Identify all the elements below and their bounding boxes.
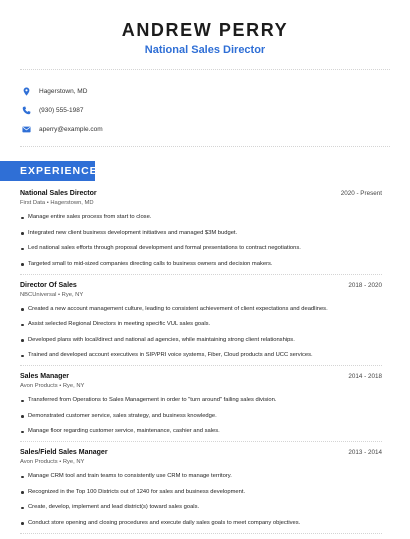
job-position: Sales Manager [20, 373, 70, 380]
candidate-title: National Sales Director [144, 44, 266, 56]
job-company: NBCUniversal • Rye, NY [20, 291, 84, 298]
job-divider [20, 533, 382, 534]
job-entry [20, 447, 382, 527]
contact-email [22, 120, 103, 139]
contact-divider [20, 146, 390, 147]
job-bullet: Manage entire sales process from start to close. [20, 214, 382, 221]
job-dates: 2020 - Present [340, 190, 382, 197]
job-company: First Data • Hagerstown, MD [20, 200, 94, 206]
job-bullet: Manage CRM tool and train teams to consistently use CRM to manage territory. [20, 473, 382, 480]
job-bullets [20, 473, 382, 527]
job-bullet: Trained and developed account executives in SIP/PRI voice systems, Fiber, Cloud products and UCC services. [20, 352, 382, 359]
job-entry [20, 371, 382, 435]
contact-location-text: Hagerstown, MD [39, 88, 88, 95]
job-entry [20, 188, 382, 268]
contact-location [22, 82, 103, 101]
contact-phone-text: (930) 555-1987 [39, 107, 84, 114]
email-icon [22, 125, 31, 134]
job-company: Avon Products • Rye, NY [20, 383, 85, 389]
job-bullet: Manage floor regarding customer service, maintenance, cashier and sales. [20, 428, 382, 435]
job-dates: 2014 - 2018 [348, 373, 382, 380]
job-bullet: Integrated new client business development initiatives and managed $3M budget. [20, 230, 382, 237]
contact-phone [22, 101, 103, 120]
job-position: Sales/Field Sales Manager [20, 449, 108, 456]
job-bullet: Demonstrated customer service, sales strategy, and business knowledge. [20, 413, 382, 420]
job-bullets [20, 214, 382, 268]
job-bullet: Led national sales efforts through proposal development and formal presentations to contract negotiations. [20, 245, 382, 252]
job-entry [20, 280, 382, 360]
job-company: Avon Products • Rye, NY [20, 459, 85, 465]
job-bullets [20, 306, 382, 360]
job-divider [20, 274, 382, 275]
job-dates: 2018 - 2020 [348, 281, 382, 289]
job-bullet: Transferred from Operations to Sales Management in order to "turn around" failing sales division. [20, 397, 382, 404]
job-bullet: Assist selected Regional Directors in meeting specific VUL sales goals. [20, 321, 382, 328]
job-divider [20, 441, 382, 442]
job-bullets [20, 397, 382, 435]
phone-icon [22, 106, 31, 115]
job-position: Director Of Sales [20, 281, 77, 289]
job-bullet: Recognized in the Top 100 Districts out of 1240 for sales and business development. [20, 489, 382, 496]
location-pin-icon [22, 87, 31, 96]
job-dates: 2013 - 2014 [348, 449, 382, 456]
job-bullet: Targeted small to mid-sized companies directing calls to business owners and decision makers. [20, 261, 382, 268]
job-divider [20, 365, 382, 366]
job-bullet: Create, develop, implement and lead district(s) toward sales goals. [20, 504, 382, 511]
experience-list [20, 188, 382, 539]
contact-email-text: aperry@example.com [39, 126, 103, 133]
job-bullet: Developed plans with local/direct and national ad agencies, while maintaining strong client relationships. [20, 337, 382, 344]
job-position: National Sales Director [20, 190, 97, 197]
header-divider [20, 69, 390, 70]
job-bullet: Conduct store opening and closing procedures and execute daily sales goals to meet company objectives. [20, 520, 382, 527]
experience-heading: EXPERIENCE [0, 161, 95, 181]
candidate-name: ANDREW PERRY [121, 20, 289, 40]
resume-header [0, 0, 410, 56]
job-bullet: Created a new account management culture, leading to consistent achievement of client expectations and deadlines. [20, 306, 382, 313]
contact-info [22, 82, 103, 139]
